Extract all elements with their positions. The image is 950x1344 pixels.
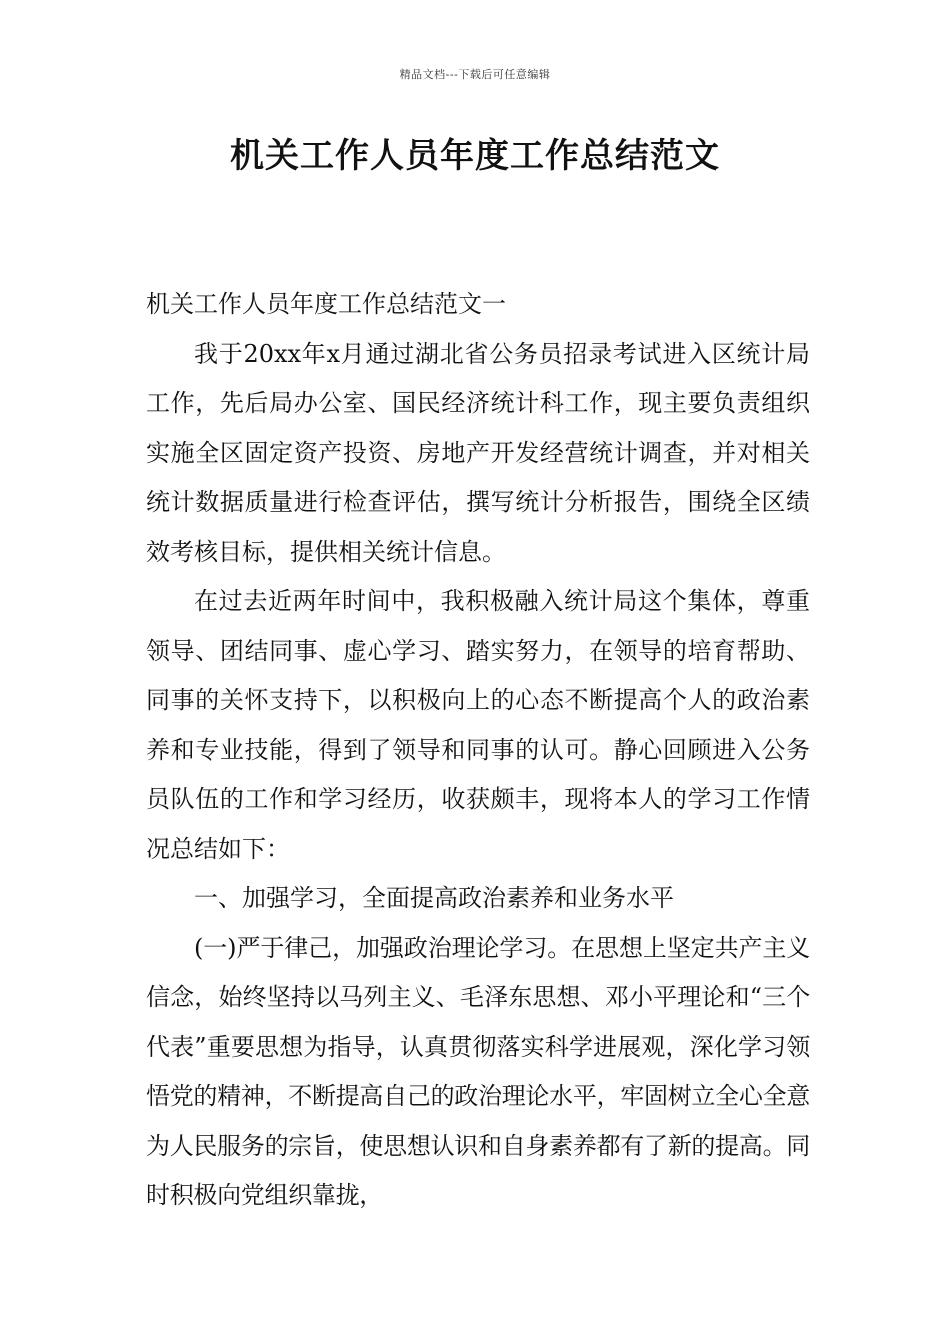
- header-note: 精品文档---下载后可任意编辑: [399, 68, 551, 81]
- paragraph-1: 我于20xx年x月通过湖北省公务员招录考试进入区统计局工作，先后局办公室、国民经济统计科工作，现主要负责组织实施全区固定资产投资、房地产开发经营统计调查，并对相关统计数据质量进行检查评估，撰写统计分析报告，围绕全区绩效考核目标，提供相关统计信息。: [146, 339, 810, 566]
- document-title: 机关工作人员年度工作总结范文: [230, 136, 720, 176]
- paragraph-2: 在过去近两年时间中，我积极融入统计局这个集体，尊重领导、团结同事、虚心学习、踏实努力，在领导的培育帮助、同事的关怀支持下，以积极向上的心态不断提高个人的政治素养和专业技能，得到了领导和同事的认可。静心回顾进入公务员队伍的工作和学习经历，收获颇丰，现将本人的学习工作情况总结如下：: [146, 587, 810, 863]
- paragraph-3: (一)严于律己，加强政治理论学习。在思想上坚定共产主义信念，始终坚持以马列主义、毛泽东思想、邓小平理论和“三个代表”重要思想为指导，认真贯彻落实科学进展观，深化学习领悟党的精神，不断提高自己的政治理论水平，牢固树立全心全意为人民服务的宗旨，使思想认识和自身素养都有了新的提高。同时积极向党组织靠拢，: [146, 933, 810, 1209]
- document-body: [146, 280, 810, 1221]
- subsection-heading: 一、加强学习，全面提高政治素养和业务水平: [194, 884, 674, 912]
- section-heading: 机关工作人员年度工作总结范文一: [146, 290, 506, 318]
